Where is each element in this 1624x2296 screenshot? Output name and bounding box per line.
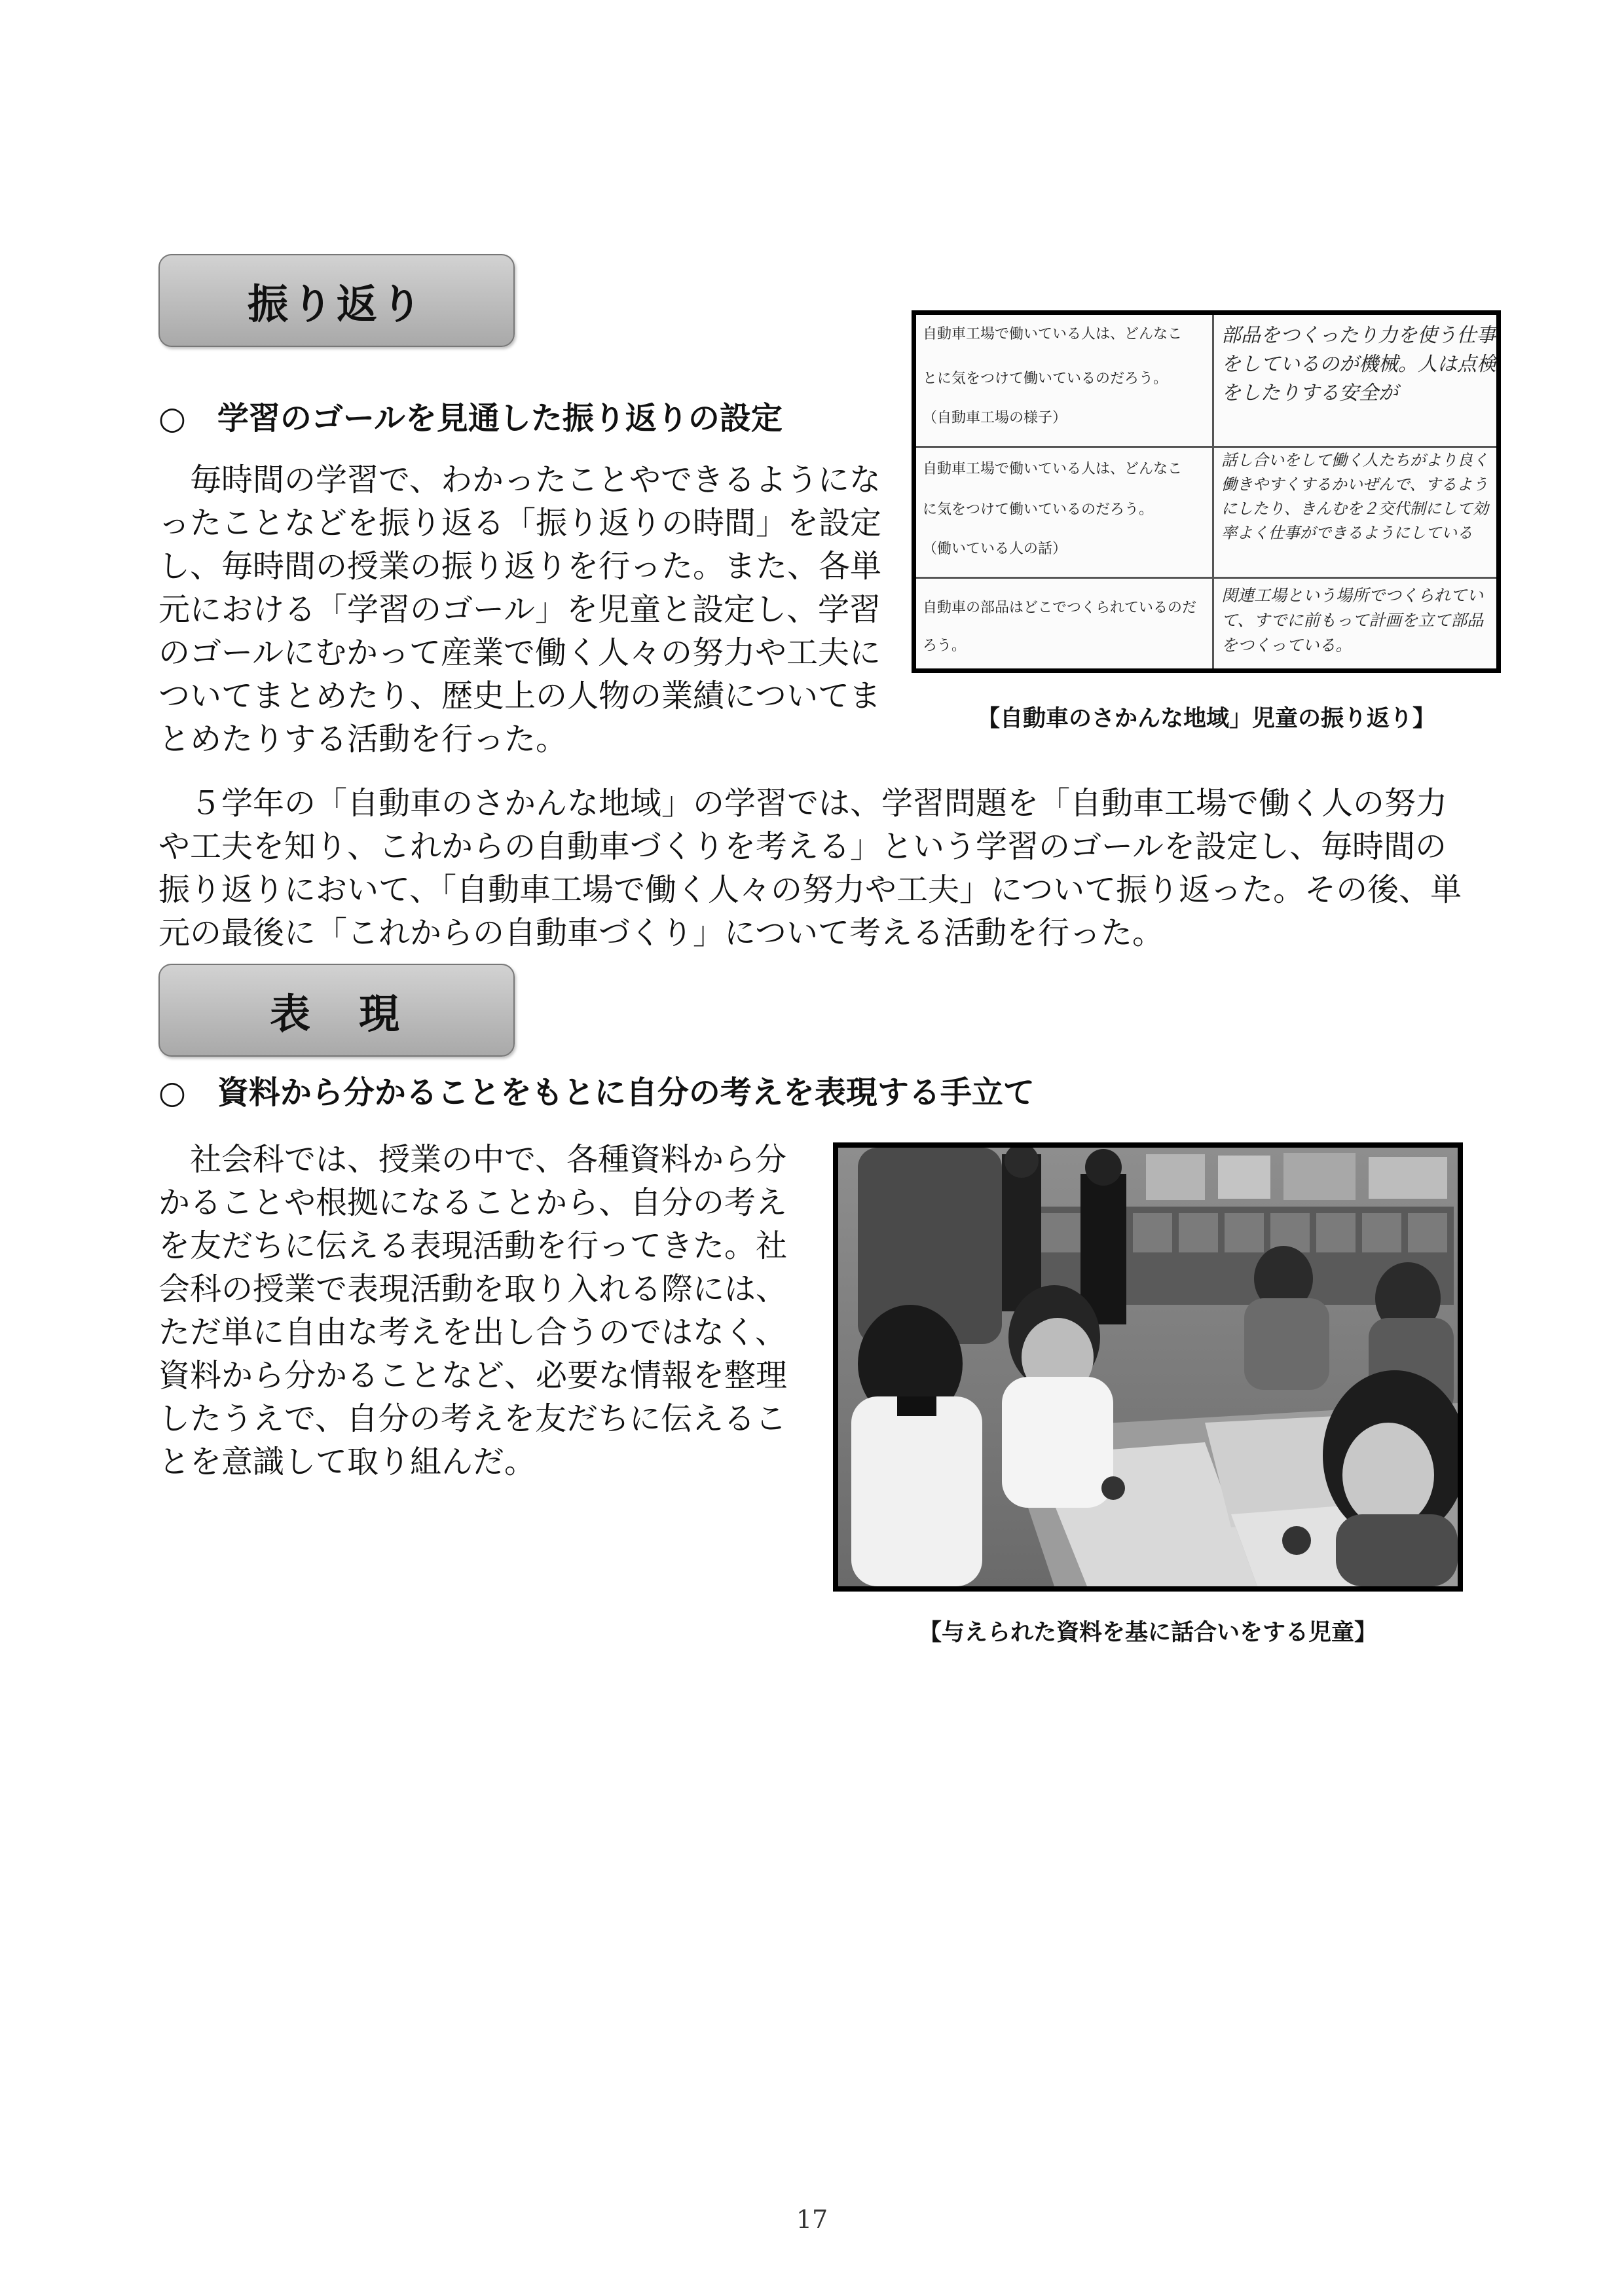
sheet-row [916,315,1496,448]
sheet-question-line: 自動車工場で働いている人は、どんなこ [923,461,1183,477]
sheet-question-line: ろう。 [923,638,967,654]
sheet-handwritten-answer: 部品をつくったり力を使う仕事をしているのが機械。人は点検をしたりする安全が [1221,324,1496,405]
section-tag-reflection: 振り返り [158,254,515,347]
reflection-sheet-figure [912,310,1501,673]
paragraph-reflection-1: 毎時間の学習で、わかったことやできるようになったことなどを振り返る「振り返りの時間」を設定し、毎時間の授業の振り返りを行った。また、各単元における「学習のゴール」を児童と設定し、学習のゴールにむかって産業で働く人々の努力や工夫についてまとめたり、歴史上の人物の業績についてまとめたりする活動を行った。 [158,462,882,757]
sheet-handwritten-answer: 関連工場という場所でつくられていて、すでに前もって計画を立て部品をつくっている。 [1221,586,1484,655]
page-number: 17 [796,2205,828,2234]
figure-caption-reflection: 【自動車のさかんな地域」児童の振り返り】 [976,706,1435,732]
figure-caption-classroom: 【与えられた資料を基に話合いをする児童】 [918,1620,1377,1646]
section-tag-expression: 表 現 [158,964,515,1057]
sheet-question-line: （働いている人の話） [923,541,1067,557]
sheet-question-line: （自動車工場の様子） [923,410,1067,426]
sheet-handwritten-answer: 話し合いをして働く人たちがより良く働きやすくするかいぜんで、するようにしたり、きんむを２交代制にして効率よく仕事ができるようにしている [1221,451,1488,542]
paragraph-reflection-2: ５学年の「自動車のさかんな地域」の学習では、学習問題を「自動車工場で働く人の努力や工夫を知り、これからの自動車づくりを考える」という学習のゴールを設定し、毎時間の振り返りにおいて、「自動車工場で働く人々の努力や工夫」について振り返った。その後、単元の最後に「これからの自動車づくり」について考える活動を行った。 [158,785,1462,951]
classroom-photo-illustration [838,1148,1458,1586]
sheet-row [916,446,1496,579]
sheet-question-line: とに気をつけて働いているのだろう。 [923,371,1168,387]
classroom-photo [833,1142,1463,1592]
sheet-question-line: 自動車の部品はどこでつくられているのだ [923,600,1197,616]
paragraph-expression: 社会科では、授業の中で、各種資料から分かることや根拠になることから、自分の考えを友だちに伝える表現活動を行ってきた。社会科の授業で表現活動を取り入れる際には、ただ単に自由な考えを出し合うのではなく、資料から分かることなど、必要な情報を整理したうえで、自分の考えを友だちに伝えることを意識して取り組んだ。 [158,1141,788,1480]
sheet-question-line: に気をつけて働いているのだろう。 [923,501,1154,518]
section-heading-reflection: ○ 学習のゴールを見通した振り返りの設定 [158,400,783,437]
section-heading-expression: ○ 資料から分かることをもとに自分の考えを表現する手立て [158,1074,1035,1111]
sheet-row [916,577,1496,668]
sheet-question-line: 自動車工場で働いている人は、どんなこ [923,326,1183,342]
